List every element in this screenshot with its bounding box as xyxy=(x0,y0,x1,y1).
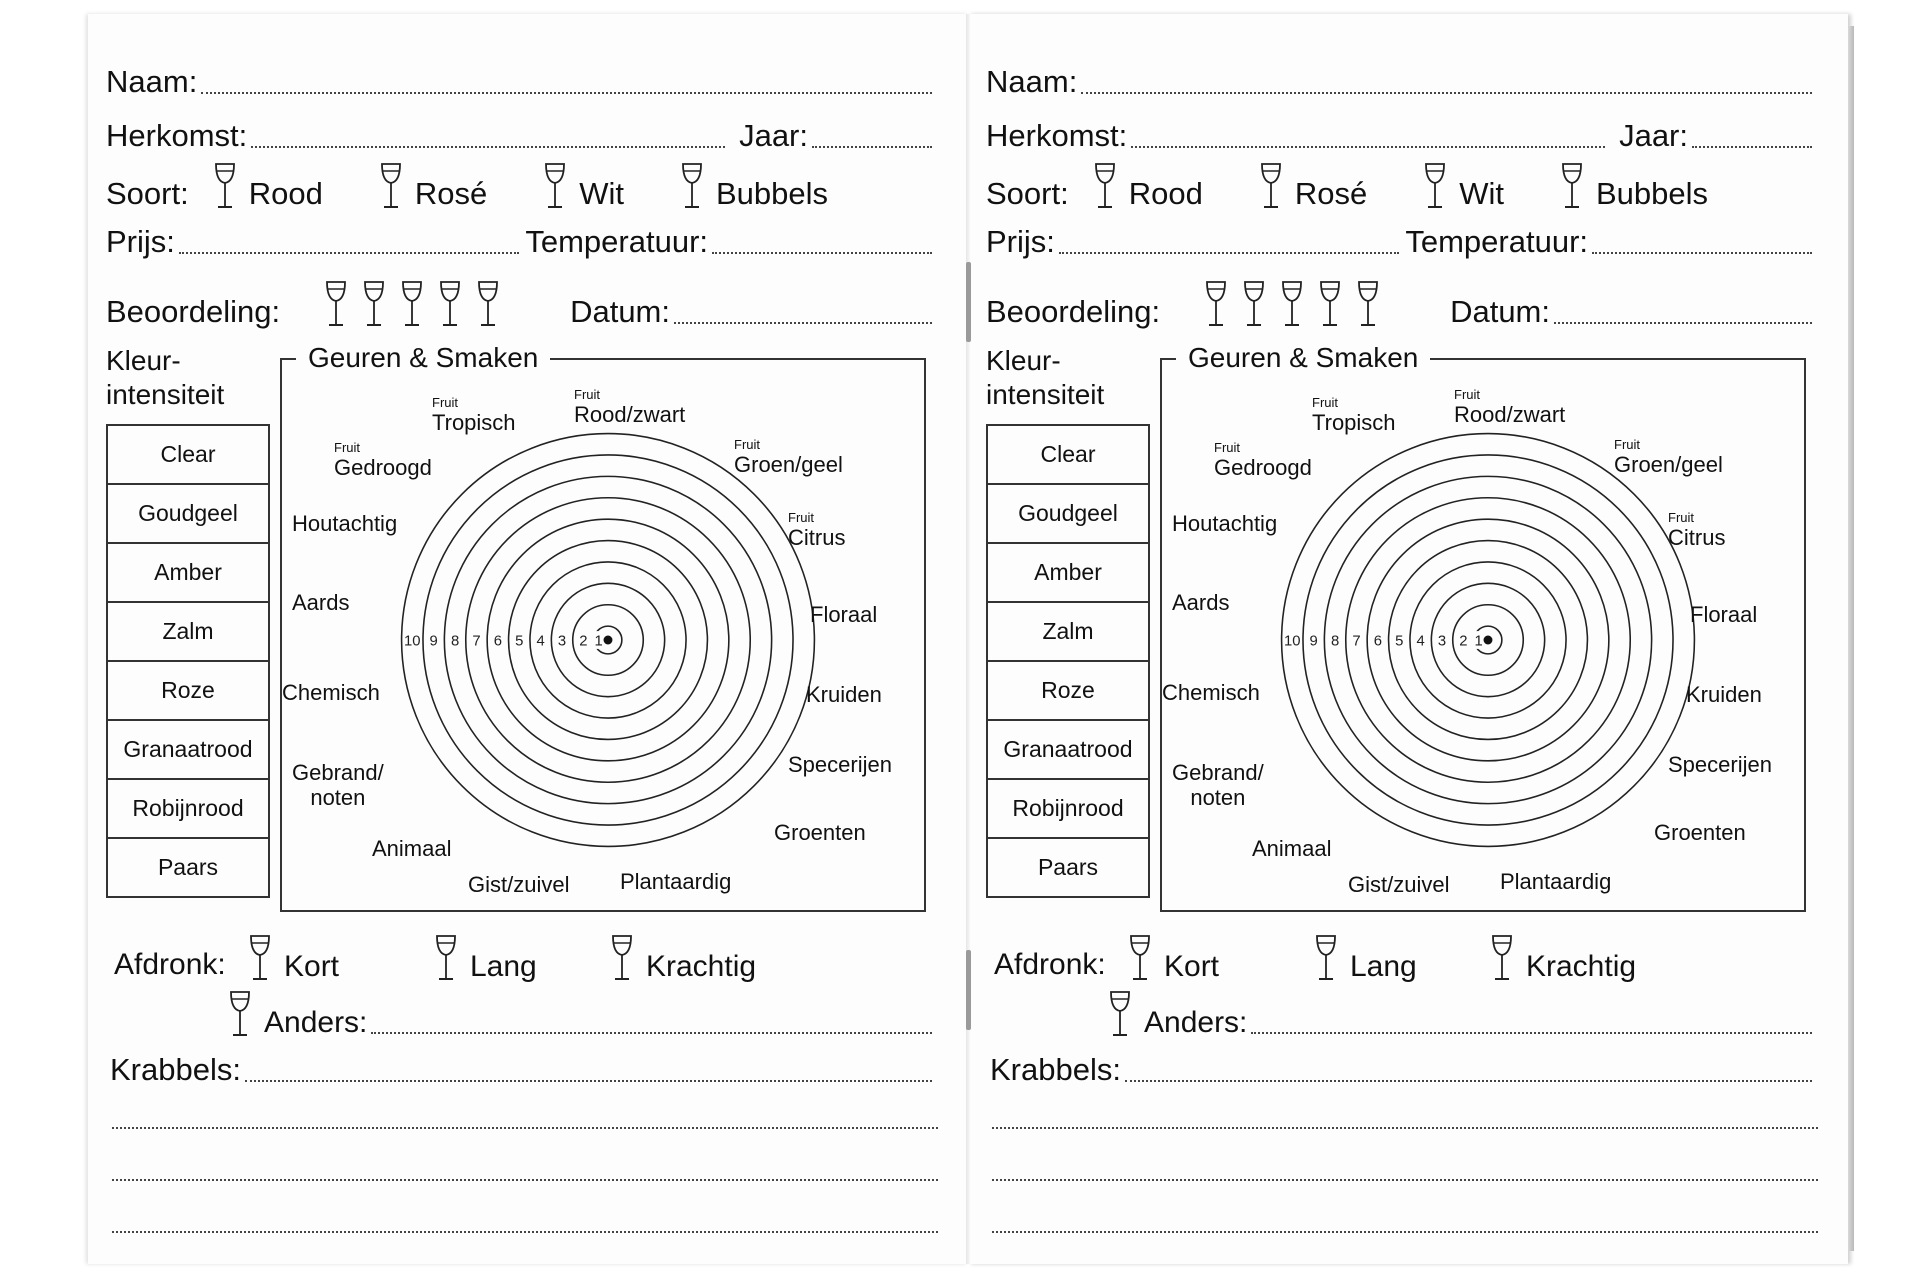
scale-number: 3 xyxy=(1437,633,1447,650)
kleur-title-line: Kleur- xyxy=(986,345,1061,376)
kleur-item[interactable]: Paars xyxy=(1037,854,1099,880)
scale-number: 4 xyxy=(536,633,545,650)
soort-option-label: Rood xyxy=(248,176,323,211)
soort-option-rood[interactable] xyxy=(1093,162,1203,212)
note-line[interactable] xyxy=(992,1178,1818,1181)
aroma-animaal: Animaal xyxy=(1252,836,1332,861)
soort-row xyxy=(106,162,938,212)
soort-label: Soort: xyxy=(106,176,189,211)
scale-number: 9 xyxy=(429,633,438,650)
kleur-item[interactable]: Zalm xyxy=(988,603,1148,662)
soort-option-label: Rosé xyxy=(1294,176,1368,211)
aroma-tropisch xyxy=(1312,396,1396,435)
prijs-label: Prijs: xyxy=(986,224,1055,259)
aroma-label: Citrus xyxy=(788,525,846,550)
aroma-chemisch: Chemisch xyxy=(282,680,380,705)
aroma-plantaardig: Plantaardig xyxy=(620,869,732,894)
soort-option-rose[interactable] xyxy=(1259,162,1367,212)
temperatuur-field[interactable] xyxy=(712,251,932,254)
afdronk-option-krachtig[interactable] xyxy=(1490,934,1636,984)
beoordeling-row xyxy=(986,280,1818,330)
afdronk-option-kort[interactable] xyxy=(1128,934,1219,984)
scale-number: 2 xyxy=(579,633,588,650)
aroma-animaal: Animaal xyxy=(372,836,452,861)
fruit-prefix: Fruit xyxy=(574,387,600,402)
kleur-item[interactable]: Robijnrood xyxy=(988,780,1148,839)
kleur-item[interactable]: Paars xyxy=(157,854,219,880)
anders-label: Anders: xyxy=(1144,1006,1248,1039)
right-page xyxy=(968,14,1848,1264)
kleur-item[interactable]: Goudgeel xyxy=(108,485,268,544)
prijs-row xyxy=(106,224,938,260)
afdronk-option-lang[interactable] xyxy=(1314,934,1417,984)
aroma-gebrand-noten xyxy=(292,760,384,810)
kleur-item[interactable]: Amber xyxy=(988,544,1148,603)
krabbels-label: Krabbels: xyxy=(110,1052,241,1087)
rating-glass-5 xyxy=(476,280,500,330)
afdronk-option-label: Kort xyxy=(1164,950,1220,983)
naam-row xyxy=(106,64,938,100)
aroma-aards: Aards xyxy=(1172,590,1230,615)
aroma-groenten: Groenten xyxy=(774,820,866,845)
kleur-title xyxy=(106,344,276,412)
krabbels-field[interactable] xyxy=(245,1079,932,1082)
aroma-label: Tropisch xyxy=(432,410,516,435)
herkomst-row xyxy=(106,118,938,154)
jaar-label: Jaar: xyxy=(1619,118,1688,153)
kleur-item[interactable]: Robijnrood xyxy=(108,780,268,839)
wine-glass-icon xyxy=(379,162,403,212)
anders-row xyxy=(228,990,938,1040)
rating-glass-1 xyxy=(324,280,348,330)
spine xyxy=(966,14,970,1264)
scale-number: 8 xyxy=(450,633,460,650)
herkomst-label: Herkomst: xyxy=(106,118,248,153)
scale-number: 8 xyxy=(1330,633,1340,650)
rating-glass-2 xyxy=(362,280,386,330)
aroma-kruiden: Kruiden xyxy=(806,682,882,707)
scale-number: 4 xyxy=(1416,633,1425,650)
kleur-item[interactable]: Zalm xyxy=(108,603,268,662)
wine-glass-icon xyxy=(1560,162,1584,212)
staple-bottom xyxy=(966,950,971,1030)
wine-glass-icon xyxy=(1490,934,1514,984)
krabbels-row xyxy=(990,1052,1818,1088)
soort-option-label: Bubbels xyxy=(715,176,828,211)
kleur-item[interactable]: Goudgeel xyxy=(988,485,1148,544)
wine-glass-icon xyxy=(543,162,567,212)
staple-top xyxy=(966,262,971,342)
rating-glass-2 xyxy=(1242,280,1266,330)
afdronk-option-lang[interactable] xyxy=(434,934,537,984)
aroma-gedroogd xyxy=(334,441,432,480)
kleur-item[interactable]: Amber xyxy=(108,544,268,603)
krabbels-row xyxy=(110,1052,938,1088)
naam-field[interactable] xyxy=(201,91,932,94)
anders-field[interactable] xyxy=(371,1031,932,1034)
aroma-specerijen: Specerijen xyxy=(1668,752,1772,777)
wine-glass-icon xyxy=(680,162,704,212)
scale-number: 9 xyxy=(1309,633,1318,650)
soort-row xyxy=(986,162,1818,212)
aroma-label: Gebrand/ xyxy=(1172,760,1264,785)
aroma-gist-zuivel: Gist/zuivel xyxy=(1348,872,1450,897)
fruit-prefix: Fruit xyxy=(1668,510,1694,525)
kleur-title-line: Kleur- xyxy=(106,345,181,376)
aroma-label: Gedroogd xyxy=(334,455,432,480)
aroma-floraal: Floraal xyxy=(810,602,878,627)
naam-field[interactable] xyxy=(1081,91,1812,94)
prijs-field[interactable] xyxy=(179,251,519,254)
wine-glass-icon xyxy=(434,934,458,984)
aroma-label: Gedroogd xyxy=(1214,455,1312,480)
soort-option-label: Rood xyxy=(1128,176,1203,211)
scale-number: 3 xyxy=(557,633,567,650)
aroma-groenten: Groenten xyxy=(1654,820,1746,845)
aroma-gist-zuivel: Gist/zuivel xyxy=(468,872,570,897)
aroma-plantaardig: Plantaardig xyxy=(1500,869,1612,894)
kleur-title xyxy=(986,344,1156,412)
wine-glass-icon xyxy=(213,162,237,212)
temperatuur-label: Temperatuur: xyxy=(525,224,708,259)
aroma-target[interactable] xyxy=(1280,432,1696,848)
aroma-rood-zwart xyxy=(574,388,685,427)
aroma-specerijen: Specerijen xyxy=(788,752,892,777)
aroma-gedroogd xyxy=(1214,441,1312,480)
note-line[interactable] xyxy=(992,1126,1818,1129)
wine-glass-icon xyxy=(1423,162,1447,212)
prijs-row xyxy=(986,224,1818,260)
rating-glass-1 xyxy=(1204,280,1228,330)
jaar-field[interactable] xyxy=(812,145,932,148)
soort-option-label: Wit xyxy=(1459,176,1504,211)
rating-glass-5 xyxy=(1356,280,1380,330)
naam-label: Naam: xyxy=(986,64,1078,99)
aroma-gebrand-noten xyxy=(1172,760,1264,810)
jaar-field[interactable] xyxy=(1692,145,1812,148)
left-page xyxy=(88,14,968,1264)
wine-glass-icon xyxy=(1259,162,1283,212)
herkomst-field[interactable] xyxy=(1131,145,1605,148)
soort-label: Soort: xyxy=(986,176,1069,211)
aroma-citrus xyxy=(1668,511,1725,550)
aroma-houtachtig: Houtachtig xyxy=(292,511,398,536)
soort-option-rood[interactable] xyxy=(213,162,323,212)
scale-number: 1 xyxy=(1474,633,1483,650)
kleur-title-line: intensiteit xyxy=(986,379,1105,410)
target-center-dot xyxy=(604,636,613,645)
afdronk-label: Afdronk: xyxy=(994,948,1106,981)
aroma-label: noten xyxy=(310,785,366,810)
wine-glass-icon xyxy=(610,934,634,984)
herkomst-label: Herkomst: xyxy=(986,118,1128,153)
scale-number: 7 xyxy=(472,633,481,650)
kleur-item[interactable]: Clear xyxy=(988,426,1148,485)
scale-number: 10 xyxy=(1284,633,1301,650)
aroma-chemisch: Chemisch xyxy=(1162,680,1260,705)
aroma-label: Gebrand/ xyxy=(292,760,384,785)
anders-glass[interactable] xyxy=(228,990,252,1040)
wine-glass-icon xyxy=(1314,934,1338,984)
aroma-label: Groen/geel xyxy=(734,452,843,477)
soort-option-wit[interactable] xyxy=(1423,162,1504,212)
note-line[interactable] xyxy=(112,1178,938,1181)
aroma-label: Rood/zwart xyxy=(1454,402,1566,427)
scale-number: 5 xyxy=(515,633,524,650)
aroma-label: Groen/geel xyxy=(1614,452,1723,477)
anders-label: Anders: xyxy=(264,1006,368,1039)
afdronk-option-label: Lang xyxy=(1350,950,1417,983)
datum-field[interactable] xyxy=(1554,321,1812,324)
aroma-label: Tropisch xyxy=(1312,410,1396,435)
wine-glass-icon xyxy=(1093,162,1117,212)
aroma-label: Rood/zwart xyxy=(574,402,686,427)
geuren-title: Geuren & Smaken xyxy=(296,340,550,376)
kleur-list xyxy=(106,424,270,898)
kleur-list xyxy=(986,424,1150,898)
geuren-title: Geuren & Smaken xyxy=(1176,340,1430,376)
soort-option-wit[interactable] xyxy=(543,162,624,212)
prijs-field[interactable] xyxy=(1059,251,1399,254)
kleur-item[interactable]: Roze xyxy=(988,662,1148,721)
anders-row xyxy=(1108,990,1818,1040)
herkomst-row xyxy=(986,118,1818,154)
soort-option-bubbels[interactable] xyxy=(680,162,828,212)
kleur-item[interactable]: Roze xyxy=(108,662,268,721)
scale-number: 5 xyxy=(1395,633,1404,650)
aroma-citrus xyxy=(788,511,845,550)
target-center-dot xyxy=(1484,636,1493,645)
wine-glass-icon xyxy=(1128,934,1152,984)
aroma-floraal: Floraal xyxy=(1690,602,1758,627)
aroma-aards: Aards xyxy=(292,590,350,615)
note-line[interactable] xyxy=(112,1230,938,1233)
kleur-item[interactable]: Granaatrood xyxy=(108,721,268,780)
beoordeling-rating[interactable] xyxy=(1204,280,1380,330)
kleur-item[interactable]: Granaatrood xyxy=(988,721,1148,780)
beoordeling-rating[interactable] xyxy=(324,280,500,330)
beoordeling-label: Beoordeling: xyxy=(986,294,1161,329)
fruit-prefix: Fruit xyxy=(1614,437,1640,452)
aroma-kruiden: Kruiden xyxy=(1686,682,1762,707)
aroma-label: Citrus xyxy=(1668,525,1726,550)
afdronk-option-label: Krachtig xyxy=(646,950,757,983)
note-line[interactable] xyxy=(112,1126,938,1129)
anders-glass[interactable] xyxy=(1108,990,1132,1040)
prijs-label: Prijs: xyxy=(106,224,175,259)
anders-field[interactable] xyxy=(1251,1031,1812,1034)
scale-number: 2 xyxy=(1459,633,1468,650)
fruit-prefix: Fruit xyxy=(788,510,814,525)
scale-number: 7 xyxy=(1352,633,1361,650)
herkomst-field[interactable] xyxy=(251,145,725,148)
afdronk-option-label: Kort xyxy=(284,950,340,983)
fruit-prefix: Fruit xyxy=(334,440,360,455)
aroma-target[interactable] xyxy=(400,432,816,848)
rating-glass-3 xyxy=(400,280,424,330)
naam-label: Naam: xyxy=(106,64,198,99)
aroma-groen-geel xyxy=(734,438,843,477)
temperatuur-label: Temperatuur: xyxy=(1405,224,1588,259)
aroma-tropisch xyxy=(432,396,516,435)
temperatuur-field[interactable] xyxy=(1592,251,1812,254)
beoordeling-row xyxy=(106,280,938,330)
fruit-prefix: Fruit xyxy=(1214,440,1240,455)
rating-glass-3 xyxy=(1280,280,1304,330)
datum-field[interactable] xyxy=(674,321,932,324)
naam-row xyxy=(986,64,1818,100)
aroma-houtachtig: Houtachtig xyxy=(1172,511,1278,536)
fruit-prefix: Fruit xyxy=(1312,395,1338,410)
fruit-prefix: Fruit xyxy=(432,395,458,410)
wine-glass-icon xyxy=(248,934,272,984)
soort-option-bubbels[interactable] xyxy=(1560,162,1708,212)
aroma-rood-zwart xyxy=(1454,388,1565,427)
beoordeling-label: Beoordeling: xyxy=(106,294,281,329)
aroma-label: noten xyxy=(1190,785,1246,810)
afdronk-option-label: Lang xyxy=(470,950,537,983)
scale-number: 6 xyxy=(493,633,502,650)
krabbels-field[interactable] xyxy=(1125,1079,1812,1082)
fruit-prefix: Fruit xyxy=(734,437,760,452)
jaar-label: Jaar: xyxy=(739,118,808,153)
tasting-form xyxy=(968,14,1848,1264)
afdronk-option-kort[interactable] xyxy=(248,934,339,984)
soort-option-label: Bubbels xyxy=(1595,176,1708,211)
page-edge xyxy=(1848,26,1854,1251)
datum-label: Datum: xyxy=(1450,294,1550,329)
rating-glass-4 xyxy=(438,280,462,330)
afdronk-option-krachtig[interactable] xyxy=(610,934,756,984)
kleur-title-line: intensiteit xyxy=(106,379,225,410)
note-line[interactable] xyxy=(992,1230,1818,1233)
soort-option-label: Wit xyxy=(579,176,624,211)
afdronk-label: Afdronk: xyxy=(114,948,226,981)
scale-number: 10 xyxy=(404,633,421,650)
fruit-prefix: Fruit xyxy=(1454,387,1480,402)
kleur-item[interactable]: Clear xyxy=(108,426,268,485)
tasting-form xyxy=(88,14,968,1264)
soort-option-label: Rosé xyxy=(414,176,488,211)
aroma-groen-geel xyxy=(1614,438,1723,477)
afdronk-option-label: Krachtig xyxy=(1526,950,1637,983)
krabbels-label: Krabbels: xyxy=(990,1052,1121,1087)
soort-option-rose[interactable] xyxy=(379,162,487,212)
rating-glass-4 xyxy=(1318,280,1342,330)
scale-number: 6 xyxy=(1373,633,1382,650)
scale-number: 1 xyxy=(594,633,603,650)
datum-label: Datum: xyxy=(570,294,670,329)
